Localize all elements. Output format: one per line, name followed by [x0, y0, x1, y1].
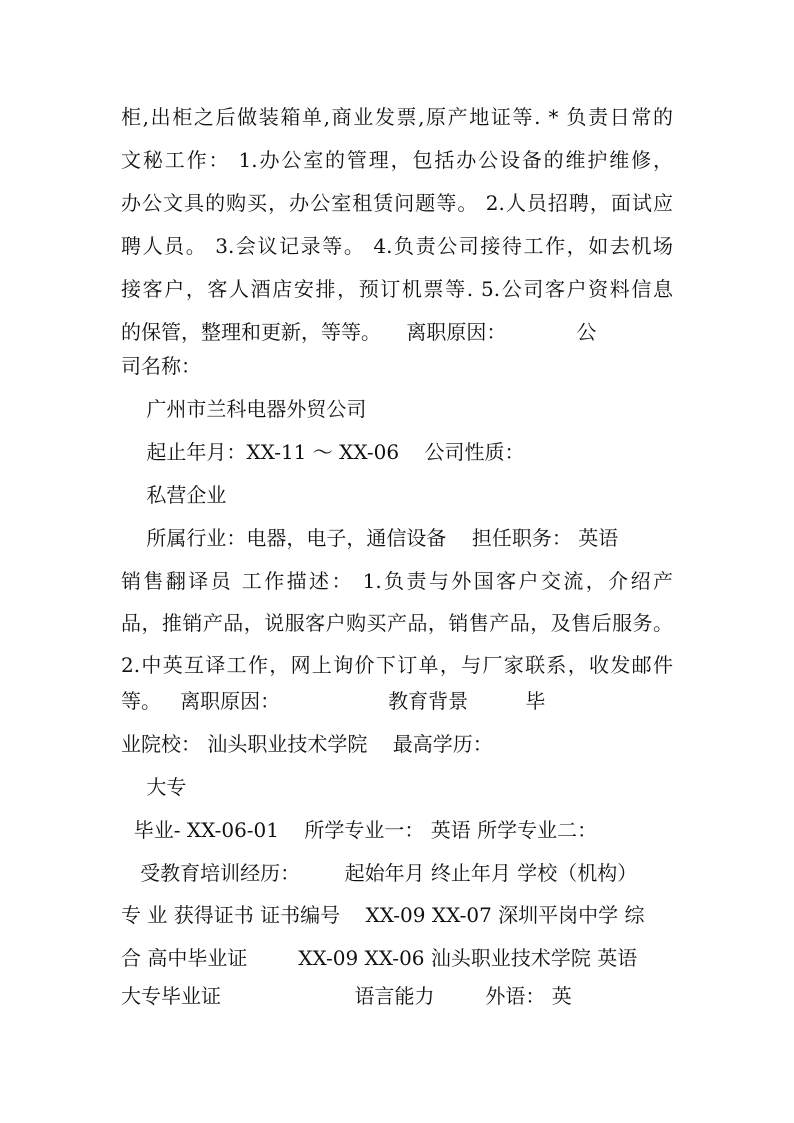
- graduate-school-line: 业院校： 汕头职业技术学院 最高学历：: [121, 732, 493, 756]
- training-record-line: 专 业 获得证书 证书编号 XX-09 XX-07 深圳平岗中学 综: [121, 903, 645, 927]
- education-heading-line: 等。 离职原因： 教育背景 毕: [121, 689, 546, 713]
- body-text-line: 2.中英互译工作，网上询价下订单，与厂家联系，收发邮件: [121, 653, 673, 677]
- company-name-line: 广州市兰科电器外贸公司: [121, 397, 367, 421]
- body-text-line: 办公文具的购买，办公室租赁问题等。 2.人员招聘，面试应: [121, 191, 673, 215]
- body-text-line: 接客户，客人酒店安排，预订机票等. 5.公司客户资料信息: [121, 277, 673, 301]
- body-text-line: 品，推销产品，说服客户购买产品，销售产品，及售后服务。: [121, 611, 673, 635]
- company-type-line: 私营企业: [121, 483, 227, 507]
- body-text-line: 司名称：: [121, 354, 201, 378]
- graduation-major-line: 毕业- XX-06-01 所学专业一： 英语 所学专业二：: [121, 818, 598, 842]
- training-header-line: 受教育培训经历： 起始年月 终止年月 学校（机构）: [121, 861, 638, 885]
- body-text-line: 销售翻译员 工作描述： 1.负责与外国客户交流，介绍产: [121, 569, 673, 593]
- body-text-line: 的保管，整理和更新，等等。 离职原因： 公: [121, 320, 597, 344]
- industry-position-line: 所属行业：电器，电子，通信设备 担任职务： 英语: [121, 526, 619, 550]
- employment-period-line: 起止年月：XX-11 ～ XX-06 公司性质：: [121, 440, 525, 464]
- body-text-line: 柜,出柜之后做装箱单,商业发票,原产地证等. * 负责日常的: [121, 105, 673, 129]
- body-text-line: 聘人员。 3.会议记录等。 4.负责公司接待工作，如去机场: [121, 234, 673, 258]
- training-record-line: 合 高中毕业证 XX-09 XX-06 汕头职业技术学院 英语: [121, 946, 638, 970]
- degree-line: 大专: [121, 775, 187, 799]
- body-text-line: 文秘工作： 1.办公室的管理，包括办公设备的维护维修，: [121, 148, 673, 172]
- language-ability-line: 大专毕业证 语言能力 外语： 英: [121, 984, 572, 1008]
